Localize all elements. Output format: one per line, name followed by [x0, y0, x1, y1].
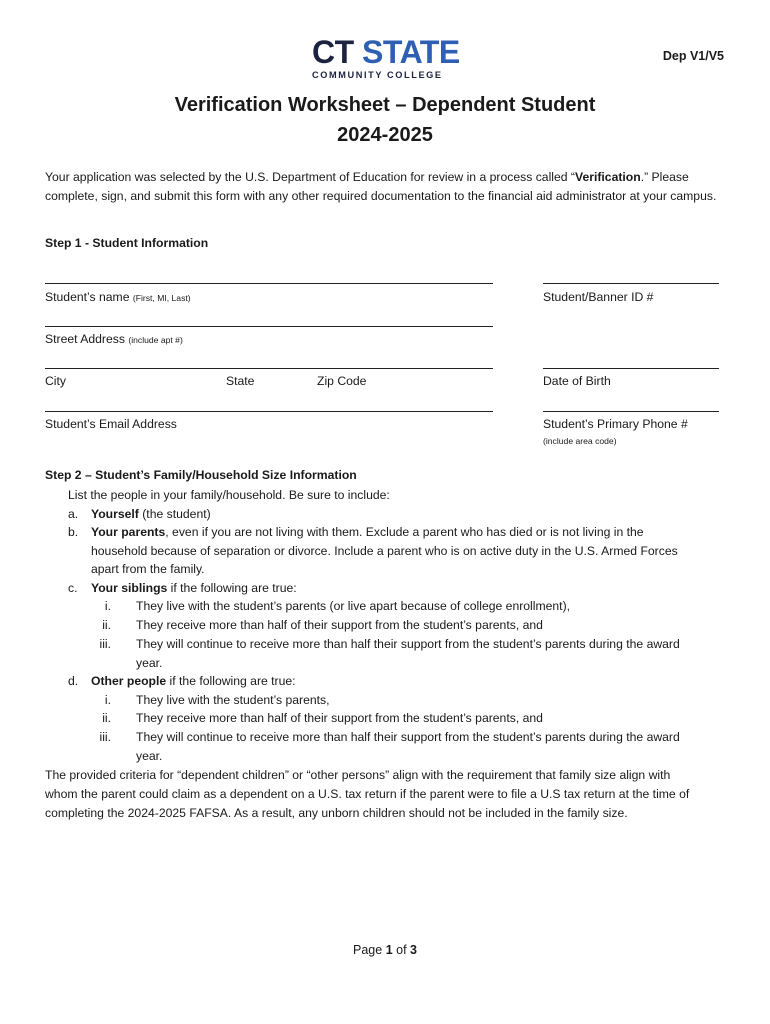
list-item-d	[91, 672, 296, 691]
logo-state: STATE	[362, 34, 460, 70]
student-id-line[interactable]	[543, 283, 719, 284]
form-code: Dep V1/V5	[662, 49, 724, 63]
page-number	[0, 943, 770, 957]
list-item-a	[91, 505, 211, 524]
list-item-d-text: if the following are true:	[166, 674, 296, 688]
list-item-a-bold: Yourself	[91, 507, 139, 521]
zip-code-label: Zip Code	[317, 374, 367, 388]
intro-bold-word: Verification	[574, 170, 641, 184]
list-item-b	[91, 523, 644, 542]
email-label: Student’s Email Address	[45, 417, 177, 431]
list-item-a-text: (the student)	[138, 507, 211, 521]
intro-text-before: Your application was selected by the U.S. Department of Education for review in a process called “	[45, 170, 575, 184]
list-item-c-text: if the following are true:	[167, 581, 297, 595]
closing-line-3: completing the 2024-2025 FAFSA. As a result, any unborn children should not be included in the family size.	[45, 806, 628, 820]
sub-marker-d-i: i.	[104, 693, 111, 707]
sub-marker-c-ii: ii.	[102, 618, 111, 632]
list-item-d-bold: Other people	[91, 674, 167, 688]
sub-marker-c-i: i.	[104, 599, 111, 613]
student-id-label: Student/Banner ID #	[543, 290, 654, 304]
intro-paragraph	[45, 168, 730, 206]
sub-item-d-i: They live with the student’s parents,	[136, 693, 330, 707]
phone-line[interactable]	[543, 411, 719, 412]
list-item-b-text-2: household because of separation or divorce. Include a parent who is on active duty in the U.S. Armed Forces	[91, 544, 678, 558]
intro-text-after: .” Please complete, sign, and submit this form with any other required documentation to the financial aid administrator at your campus.	[45, 170, 717, 203]
page-current: 1	[385, 943, 393, 957]
list-marker-a: a.	[68, 507, 79, 521]
page-title: Verification Worksheet – Dependent Student	[174, 94, 596, 116]
student-name-line[interactable]	[45, 283, 493, 284]
page-word: Page	[353, 943, 383, 957]
closing-line-2: whom the parent could claim as a dependent on a U.S. tax return if the parent were to file a U.S tax return at the time of	[45, 787, 690, 801]
sub-item-d-iii-cont: year.	[136, 749, 163, 763]
step1-heading: Step 1 - Student Information	[45, 236, 209, 250]
street-address-line[interactable]	[45, 326, 493, 327]
sub-item-d-iii: They will continue to receive more than half their support from the student’s parents during the award	[136, 730, 680, 744]
list-item-b-text-3: apart from the family.	[91, 562, 205, 576]
city-state-zip-line[interactable]	[45, 368, 493, 369]
closing-line-1: The provided criteria for “dependent children” or “other persons” align with the requirement that family size align with	[45, 768, 671, 782]
date-of-birth-label: Date of Birth	[543, 374, 611, 388]
sub-item-c-ii: They receive more than half of their support from the student’s parents, and	[136, 618, 543, 632]
email-line[interactable]	[45, 411, 493, 412]
list-marker-d: d.	[68, 674, 79, 688]
street-address-label	[45, 332, 183, 346]
sub-marker-d-iii: iii.	[99, 730, 111, 744]
list-item-b-text-1: , even if you are not living with them. Exclude a parent who has died or is not living in the	[165, 525, 644, 539]
list-marker-c: c.	[68, 581, 78, 595]
sub-item-c-iii: They will continue to receive more than half their support from the student’s parents during the award	[136, 637, 680, 651]
street-address-text: Street Address	[45, 332, 125, 346]
list-item-c	[91, 579, 297, 598]
street-address-hint: (include apt #)	[128, 335, 183, 345]
step2-intro: List the people in your family/household. Be sure to include:	[68, 488, 390, 502]
state-label: State	[226, 374, 255, 388]
page-total: 3	[410, 943, 417, 957]
step2-heading: Step 2 – Student’s Family/Household Size Information	[45, 468, 357, 482]
page-year: 2024-2025	[337, 124, 433, 146]
list-item-b-bold: Your parents	[91, 525, 166, 539]
sub-item-c-iii-cont: year.	[136, 656, 163, 670]
logo-wordmark	[312, 36, 462, 68]
college-logo	[312, 36, 462, 82]
sub-marker-c-iii: iii.	[99, 637, 111, 651]
phone-hint: (include area code)	[543, 436, 617, 446]
of-word: of	[396, 943, 407, 957]
date-of-birth-line[interactable]	[543, 368, 719, 369]
student-name-hint: (First, MI, Last)	[132, 293, 191, 303]
student-name-label	[45, 290, 191, 304]
list-item-c-bold: Your siblings	[91, 581, 168, 595]
phone-label: Student’s Primary Phone #	[543, 417, 688, 431]
logo-subtitle: COMMUNITY COLLEGE	[312, 70, 443, 80]
sub-item-c-i: They live with the student’s parents (or live apart because of college enrollment),	[136, 599, 571, 613]
sub-marker-d-ii: ii.	[102, 711, 111, 725]
city-label: City	[45, 374, 66, 388]
sub-item-d-ii: They receive more than half of their support from the student’s parents, and	[136, 711, 543, 725]
student-name-text: Student’s name	[45, 290, 130, 304]
list-marker-b: b.	[68, 525, 79, 539]
logo-ct: CT	[312, 34, 354, 70]
